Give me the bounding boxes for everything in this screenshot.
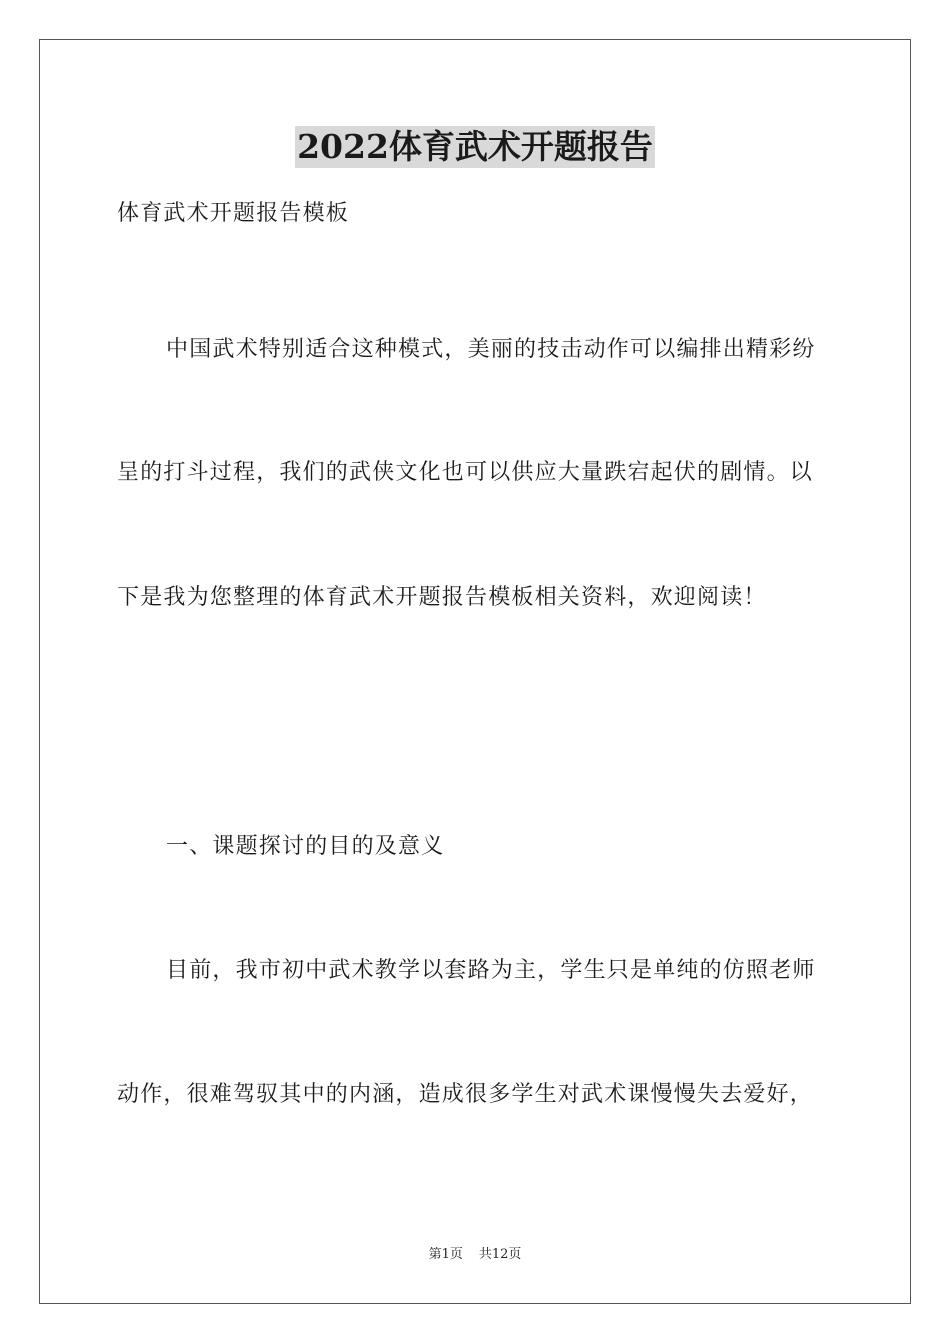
page-footer	[0, 1246, 950, 1264]
document-title: 2022体育武术开题报告	[297, 127, 653, 166]
section-heading: 一、课题探讨的目的及意义	[166, 834, 445, 859]
section-line-1: 目前，我市初中武术教学以套路为主，学生只是单纯的仿照老师	[166, 958, 816, 983]
intro-line-3: 下是我为您整理的体育武术开题报告模板相关资料，欢迎阅读！	[117, 585, 767, 610]
document-subtitle: 体育武术开题报告模板	[117, 201, 350, 226]
section-line-2: 动作，很难驾驭其中的内涵，造成很多学生对武术课慢慢失去爱好，	[117, 1082, 814, 1107]
page-number-current: 第1页	[428, 1247, 463, 1262]
title-container	[0, 126, 950, 168]
intro-line-2: 呈的打斗过程，我们的武侠文化也可以供应大量跌宕起伏的剧情。以	[117, 460, 814, 485]
page-number-total: 共12页	[478, 1247, 522, 1262]
intro-line-1: 中国武术特别适合这种模式，美丽的技击动作可以编排出精彩纷	[166, 337, 816, 362]
